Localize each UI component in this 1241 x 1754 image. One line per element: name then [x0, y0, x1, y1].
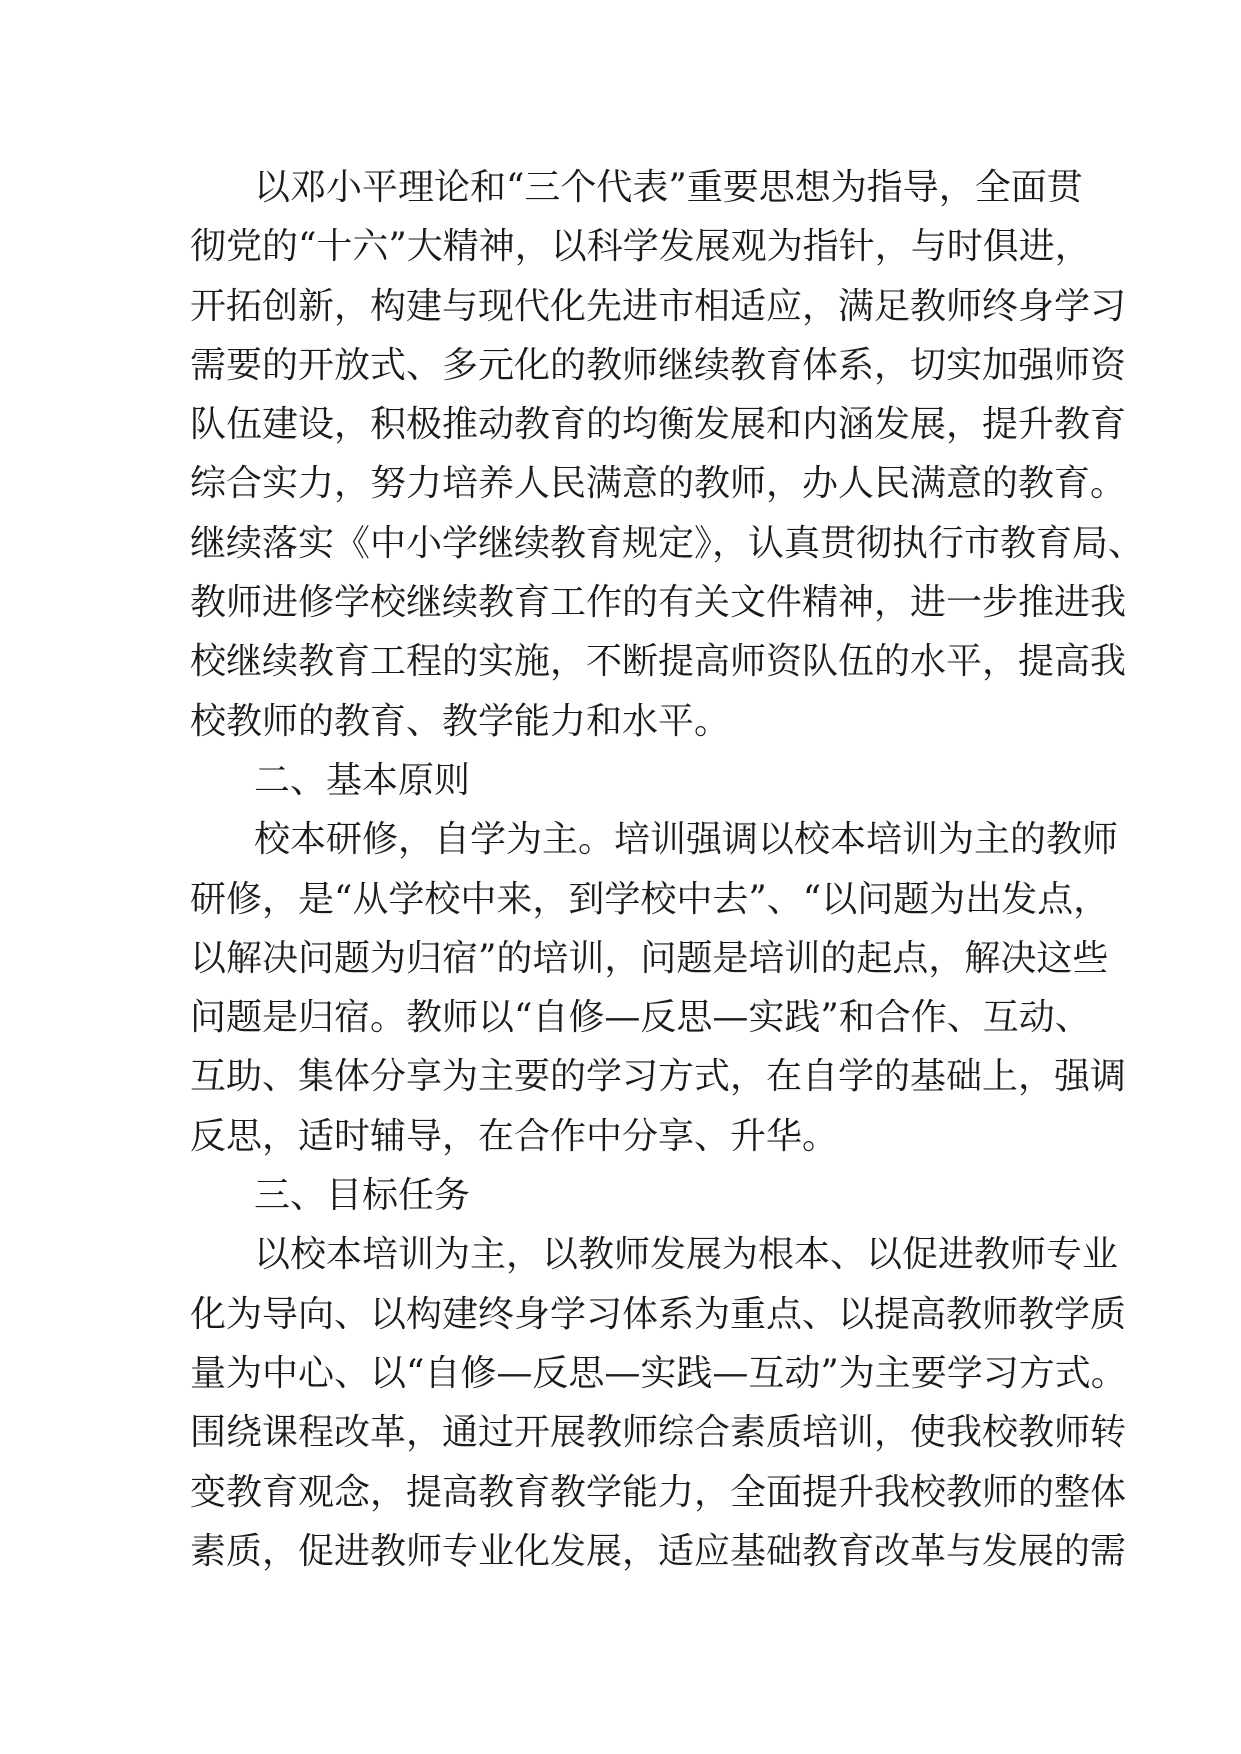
text-line: 问题是归宿。教师以“自修—反思—实践”和合作、互动、 [190, 997, 1091, 1039]
text-line: 以校本培训为主，以教师发展为根本、以促进教师专业 [254, 1234, 1119, 1276]
text-line: 校本研修，自学为主。培训强调以校本培训为主的教师 [254, 819, 1119, 861]
text-line: 需要的开放式、多元化的教师继续教育体系，切实加强师资 [190, 344, 1127, 386]
section-heading: 三、目标任务 [254, 1175, 471, 1217]
text-line: 研修，是“从学校中来，到学校中去”、“以问题为出发点， [190, 878, 1110, 920]
text-line: 反思，适时辅导，在合作中分享、升华。 [190, 1115, 839, 1157]
section-heading: 二、基本原则 [254, 759, 471, 801]
text-line: 量为中心、以“自修—反思—实践—互动”为主要学习方式。 [190, 1352, 1127, 1394]
text-line: 围绕课程改革，通过开展教师综合素质培训，使我校教师转 [190, 1412, 1127, 1454]
text-line: 校继续教育工程的实施，不断提高师资队伍的水平，提高我 [190, 641, 1127, 683]
text-line: 继续落实《中小学继续教育规定》，认真贯彻执行市教育局、 [190, 522, 1145, 564]
text-line: 素质，促进教师专业化发展，适应基础教育改革与发展的需 [190, 1530, 1127, 1572]
text-line: 变教育观念，提高教育教学能力，全面提升我校教师的整体 [190, 1471, 1127, 1513]
text-line: 开拓创新，构建与现代化先进市相适应，满足教师终身学习 [190, 285, 1127, 327]
text-line: 以解决问题为归宿”的培训，问题是培训的起点，解决这些 [190, 937, 1109, 979]
text-line: 以邓小平理论和“三个代表”重要思想为指导，全面贯 [254, 167, 1083, 208]
text-line: 综合实力，努力培养人民满意的教师，办人民满意的教育。 [190, 463, 1127, 505]
text-line: 队伍建设，积极推动教育的均衡发展和内涵发展，提升教育 [190, 404, 1127, 446]
text-line: 教师进修学校继续教育工作的有关文件精神，进一步推进我 [190, 582, 1127, 624]
document-body [190, 158, 1145, 1581]
text-line: 彻党的“十六”大精神，以科学发展观为指针，与时俱进， [190, 226, 1091, 268]
text-line: 互助、集体分享为主要的学习方式，在自学的基础上，强调 [190, 1056, 1127, 1098]
text-line: 校教师的教育、教学能力和水平。 [190, 700, 731, 742]
text-line: 化为导向、以构建终身学习体系为重点、以提高教师教学质 [190, 1293, 1127, 1335]
